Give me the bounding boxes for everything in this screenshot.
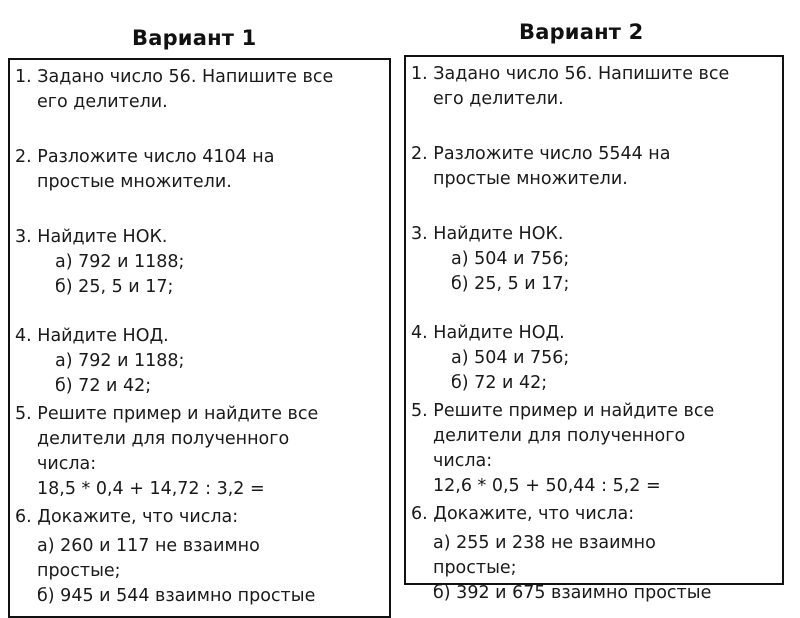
task-2 xyxy=(411,142,778,192)
task-text: числа: xyxy=(37,454,97,474)
task-number: 3. xyxy=(411,224,428,244)
variant-2-tasks xyxy=(411,62,778,606)
task-subitem: б) 25, 5 и 17; xyxy=(451,274,570,294)
task-1 xyxy=(411,62,778,112)
variant-2-title: Вариант 2 xyxy=(519,20,644,44)
task-subitem: б) 72 и 42; xyxy=(451,373,548,393)
task-number: 1. xyxy=(411,64,428,84)
task-subitem: а) 260 и 117 не взаимно xyxy=(37,536,260,556)
task-expression: 18,5 * 0,4 + 14,72 : 3,2 = xyxy=(37,479,265,499)
task-text: его делители. xyxy=(37,92,168,112)
task-number: 2. xyxy=(15,147,32,167)
task-6 xyxy=(15,505,385,609)
task-text: Найдите НОД. xyxy=(433,323,565,343)
task-subitem: а) 504 и 756; xyxy=(451,348,570,368)
task-subitem: б) 945 и 544 взаимно простые xyxy=(37,586,316,606)
task-text: Найдите НОК. xyxy=(433,224,564,244)
task-number: 6. xyxy=(15,507,32,527)
task-5 xyxy=(15,402,385,502)
task-subitem: а) 792 и 1188; xyxy=(55,252,185,272)
task-number: 5. xyxy=(15,404,32,424)
task-text: числа: xyxy=(433,451,493,471)
task-text: Разложите число 5544 на xyxy=(433,144,671,164)
task-text: делители для полученного xyxy=(433,426,686,446)
task-text: Найдите НОК. xyxy=(37,227,168,247)
task-text: Задано число 56. Напишите все xyxy=(37,67,334,87)
task-text: Задано число 56. Напишите все xyxy=(433,64,730,84)
task-4 xyxy=(15,324,385,399)
task-number: 4. xyxy=(15,326,32,346)
task-1 xyxy=(15,65,385,115)
task-4 xyxy=(411,321,778,396)
task-subitem: а) 504 и 756; xyxy=(451,249,570,269)
task-text: делители для полученного xyxy=(37,429,290,449)
task-subitem: б) 72 и 42; xyxy=(55,376,152,396)
task-subitem: простые; xyxy=(433,558,517,578)
variant-2-panel xyxy=(404,55,784,603)
task-number: 2. xyxy=(411,144,428,164)
task-text: Решите пример и найдите все xyxy=(433,401,715,421)
task-subitem: б) 25, 5 и 17; xyxy=(55,277,174,297)
task-expression: 12,6 * 0,5 + 50,44 : 5,2 = xyxy=(433,476,661,496)
variant-1-panel xyxy=(8,58,391,618)
task-3 xyxy=(15,225,385,300)
task-3 xyxy=(411,222,778,297)
task-text: Решите пример и найдите все xyxy=(37,404,319,424)
task-text: Докажите, что числа: xyxy=(37,507,239,527)
task-text: Докажите, что числа: xyxy=(433,504,635,524)
task-5 xyxy=(411,399,778,499)
task-subitem: простые; xyxy=(37,561,121,581)
task-subitem: а) 792 и 1188; xyxy=(55,351,185,371)
task-number: 4. xyxy=(411,323,428,343)
task-subitem: б) 392 и 675 взаимно простые xyxy=(433,583,712,603)
task-number: 6. xyxy=(411,504,428,524)
task-text: Разложите число 4104 на xyxy=(37,147,275,167)
task-number: 1. xyxy=(15,67,32,87)
task-text: простые множители. xyxy=(37,172,232,192)
task-number: 5. xyxy=(411,401,428,421)
task-text: простые множители. xyxy=(433,169,628,189)
task-2 xyxy=(15,145,385,195)
task-subitem: а) 255 и 238 не взаимно xyxy=(433,533,656,553)
task-text: его делители. xyxy=(433,89,564,109)
task-6 xyxy=(411,502,778,606)
variant-1-tasks xyxy=(15,65,385,609)
task-text: Найдите НОД. xyxy=(37,326,169,346)
task-number: 3. xyxy=(15,227,32,247)
variant-1-title: Вариант 1 xyxy=(132,26,257,50)
